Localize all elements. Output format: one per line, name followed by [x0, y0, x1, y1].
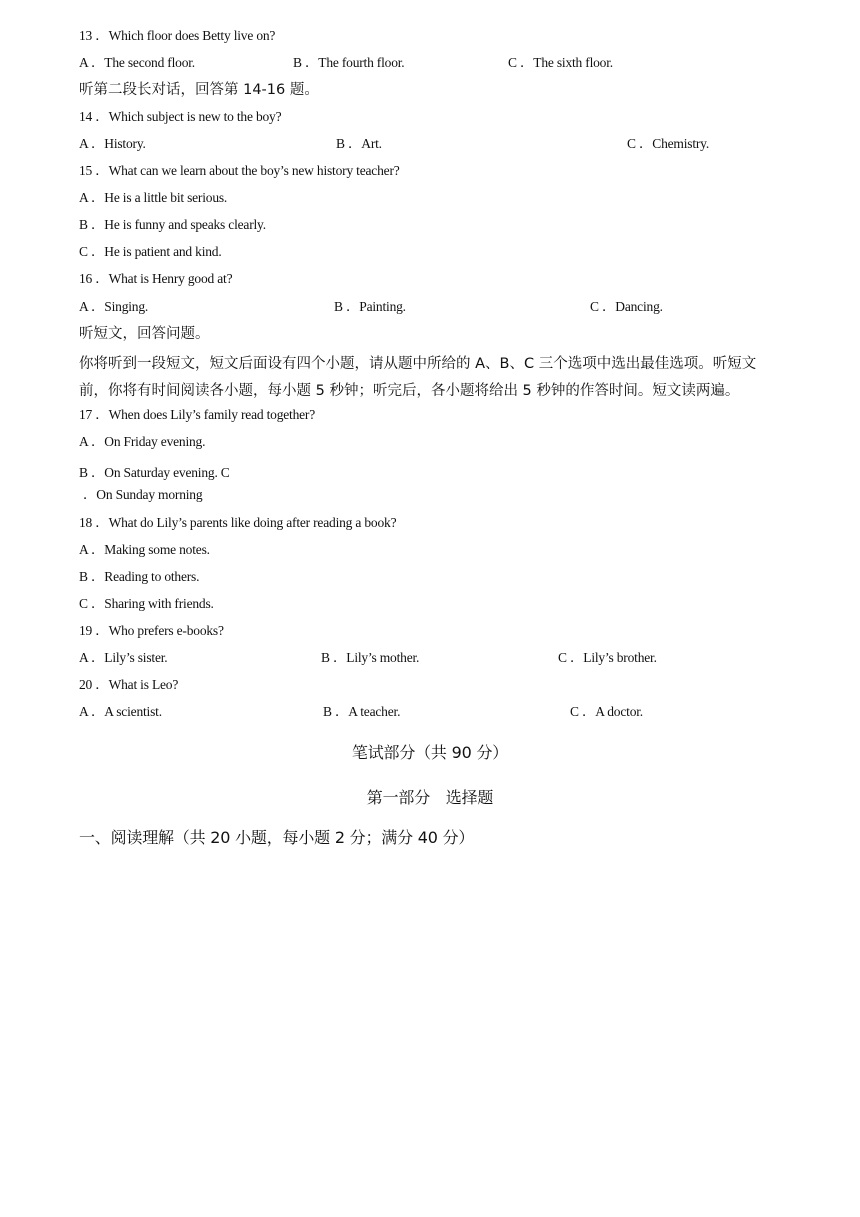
q18-stem: 18 ．What do Lily’s parents like doing after reading a book?: [79, 515, 397, 530]
q20-option-b: B ．A teacher.: [323, 704, 401, 719]
q13-option-c: C ．The sixth floor.: [508, 55, 613, 70]
section3-heading: 听短文，回答问题。: [79, 326, 210, 342]
q17-option-b: B ．On Saturday evening. C: [79, 465, 230, 480]
q17-option-c: ．On Sunday morning: [83, 487, 203, 502]
reading-section-heading: 一、阅读理解（共 20 小题，每小题 2 分；满分 40 分）: [79, 828, 475, 847]
q18-option-b: B ．Reading to others.: [79, 569, 200, 584]
q19-option-a: A ．Lily’s sister.: [79, 650, 168, 665]
q19-option-c: C ．Lily’s brother.: [558, 650, 657, 665]
q20-stem: 20 ．What is Leo?: [79, 677, 179, 692]
q14-option-c: C ．Chemistry.: [627, 136, 710, 151]
q14-option-b: B ．Art.: [336, 136, 382, 151]
q16-option-b: B ．Painting.: [334, 299, 406, 314]
written-section-title: 笔试部分（共 90 分）: [351, 743, 509, 762]
q20-option-a: A ．A scientist.: [79, 704, 162, 719]
section3-instructions-line2: 前，你将有时间阅读各小题，每小题 5 秒钟；听完后，各小题将给出 5 秒钟的作答时间。短文读两遍。: [79, 383, 740, 399]
section3-instructions-line1: 你将听到一段短文，短文后面设有四个小题，请从题中所给的 A、B、C 三个选项中选出最佳选项。听短文: [79, 356, 757, 372]
q13-option-b: B ．The fourth floor.: [293, 55, 405, 70]
q19-stem: 19 ．Who prefers e-books?: [79, 623, 224, 638]
q17-option-a: A ．On Friday evening.: [79, 434, 206, 449]
q14-stem: 14 ．Which subject is new to the boy?: [79, 109, 282, 124]
q14-option-a: A ．History.: [79, 136, 146, 151]
q15-option-c: C ．He is patient and kind.: [79, 244, 222, 259]
q16-stem: 16 ．What is Henry good at?: [79, 271, 233, 286]
q19-option-b: B ．Lily’s mother.: [321, 650, 420, 665]
q16-option-c: C ．Dancing.: [590, 299, 663, 314]
q17-stem: 17 ．When does Lily’s family read together?: [79, 407, 316, 422]
q13-option-a: A ．The second floor.: [79, 55, 195, 70]
q20-option-c: C ．A doctor.: [570, 704, 643, 719]
part1-title: 第一部分 选择题: [366, 788, 494, 807]
q15-option-b: B ．He is funny and speaks clearly.: [79, 217, 266, 232]
section2-heading: 听第二段长对话，回答第 14-16 题。: [79, 82, 319, 98]
q15-option-a: A ．He is a little bit serious.: [79, 190, 228, 205]
q13-stem: 13 ．Which floor does Betty live on?: [79, 28, 276, 43]
q18-option-a: A ．Making some notes.: [79, 542, 210, 557]
q18-option-c: C ．Sharing with friends.: [79, 596, 214, 611]
q16-option-a: A ．Singing.: [79, 299, 149, 314]
q15-stem: 15 ．What can we learn about the boy’s new history teacher?: [79, 163, 400, 178]
